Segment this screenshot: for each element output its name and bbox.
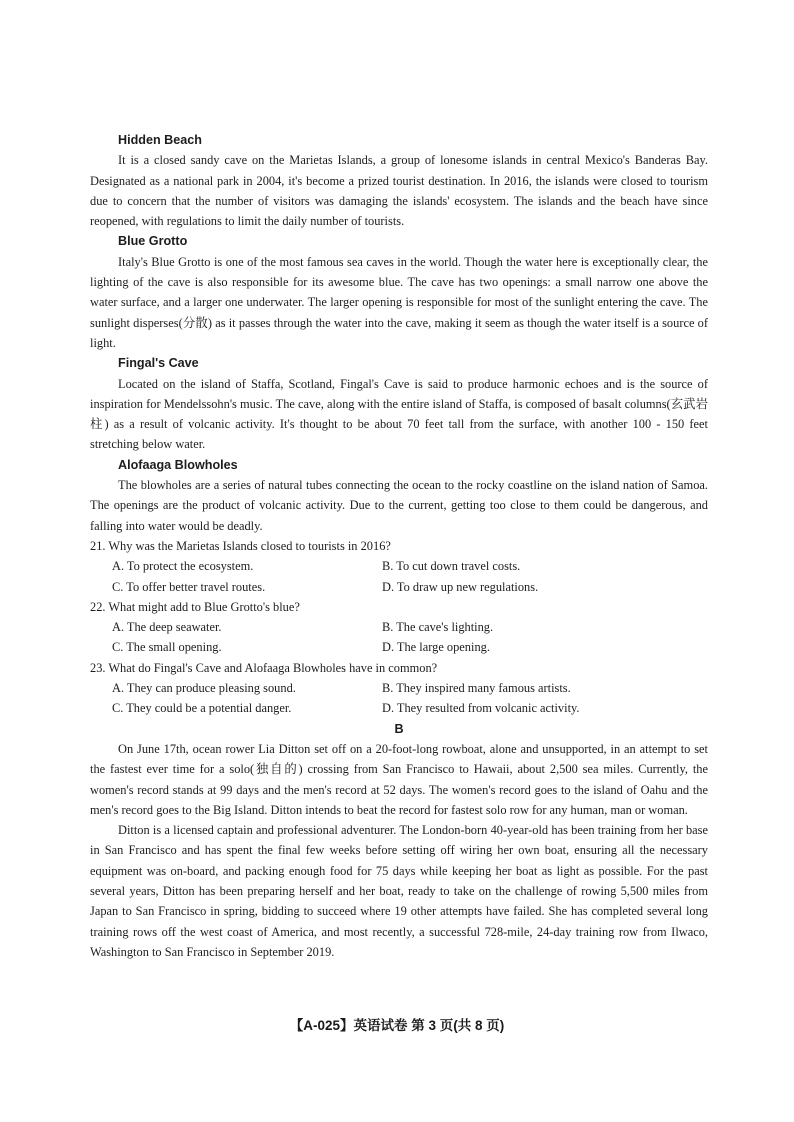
question-21-stem: 21. Why was the Marietas Islands closed to tourists in 2016?: [90, 538, 391, 553]
paragraph-b-1: On June 17th, ocean rower Lia Ditton set off on a 20-foot-long rowboat, alone and unsupported, in an attempt to set the fastest ever time for a solo(独自的) crossing from San Francisco to Hawaii, about 2,500 sea miles. Currently, the women's record stands at 99 days and the men's record at 52 days. The women's record goes to the island of Oahu and the men's record goes to the Big Island. Ditton intends to beat the record for fastest solo row for any human, man or woman.: [90, 741, 708, 817]
question-23: [90, 658, 708, 719]
question-22-option-a: A. The deep seawater.: [112, 620, 222, 635]
paragraph-b-2: Ditton is a licensed captain and professional adventurer. The London-born 40-year-old has been training from her base in San Francisco and has spent the final few weeks before setting off wiring her own boat, ensuring all the necessary equipment was on-board, and packing enough food for 75 days while keeping her boat as light as possible. For the past several years, Ditton has been preparing herself and her boat, ready to take on the challenge of rowing 5,500 miles from Japan to San Francisco in spring, bidding to succeed where 19 other attempts have failed. She has completed several long training rows off the west coast of America, and most recently, a successful 728-mile, 24-day training row from Ilwaco, Washington to San Francisco in September 2019.: [90, 823, 708, 959]
question-23-option-c: C. They could be a potential danger.: [112, 701, 292, 716]
question-21-option-a: A. To protect the ecosystem.: [112, 559, 254, 574]
question-21-option-c: C. To offer better travel routes.: [112, 579, 266, 594]
question-23-option-a: A. They can produce pleasing sound.: [112, 681, 296, 696]
question-23-stem: 23. What do Fingal's Cave and Alofaaga Blowholes have in common?: [90, 660, 438, 675]
paragraph-hidden-beach: It is a closed sandy cave on the Marietas Islands, a group of lonesome islands in central Mexico's Banderas Bay. Designated as a national park in 2004, it's become a prized tourist destination. In 2016, the islands were closed to tourism due to concern that the number of visitors was damaging the islands' ecosystem. The islands and the beach have since reopened, with regulations to limit the daily number of tourists.: [90, 153, 708, 229]
heading-blue-grotto: Blue Grotto: [118, 234, 188, 249]
paragraph-alofaaga-blowholes: The blowholes are a series of natural tubes connecting the ocean to the rocky coastline on the island nation of Samoa. The openings are the product of volcanic activity. Due to the current, getting too close to them could be dangerous, and falling into water would be deadly.: [90, 478, 708, 533]
question-21: [90, 536, 708, 597]
paragraph-fingals-cave: Located on the island of Staffa, Scotland, Fingal's Cave is said to produce harmonic echoes and is the source of inspiration for Mendelssohn's music. The cave, along with the entire island of Staffa, is composed of basalt columns(玄武岩柱) as a result of volcanic activity. It's thought to be about 70 feet tall from the surface, with another 100 - 150 feet stretching below water.: [90, 376, 708, 452]
question-21-option-b: B. To cut down travel costs.: [382, 559, 521, 574]
question-22-stem: 22. What might add to Blue Grotto's blue?: [90, 599, 300, 614]
heading-fingals-cave: Fingal's Cave: [118, 356, 199, 371]
heading-alofaaga-blowholes: Alofaaga Blowholes: [118, 457, 238, 472]
exam-page: [90, 130, 708, 962]
heading-hidden-beach: Hidden Beach: [118, 133, 202, 147]
section-b-label: B: [394, 721, 404, 736]
question-23-option-d: D. They resulted from volcanic activity.: [382, 701, 580, 716]
question-22: [90, 597, 708, 658]
question-23-option-b: B. They inspired many famous artists.: [382, 681, 571, 696]
question-22-option-d: D. The large opening.: [382, 640, 490, 655]
question-21-option-d: D. To draw up new regulations.: [382, 579, 539, 594]
page-footer: 【A-025】英语试卷 第 3 页(共 8 页): [289, 1018, 505, 1033]
paragraph-blue-grotto: Italy's Blue Grotto is one of the most famous sea caves in the world. Though the water here is exceptionally clear, the lighting of the cave is also responsible for its awesome blue. The cave has two openings: a small narrow one above the water surface, and a larger one underwater. The larger opening is responsible for most of the sunlight entering the cave. The sunlight disperses(分散) as it passes through the water into the cave, making it seem as though the water itself is a source of light.: [90, 254, 708, 350]
question-22-option-c: C. The small opening.: [112, 640, 222, 655]
question-22-option-b: B. The cave's lighting.: [382, 620, 494, 635]
